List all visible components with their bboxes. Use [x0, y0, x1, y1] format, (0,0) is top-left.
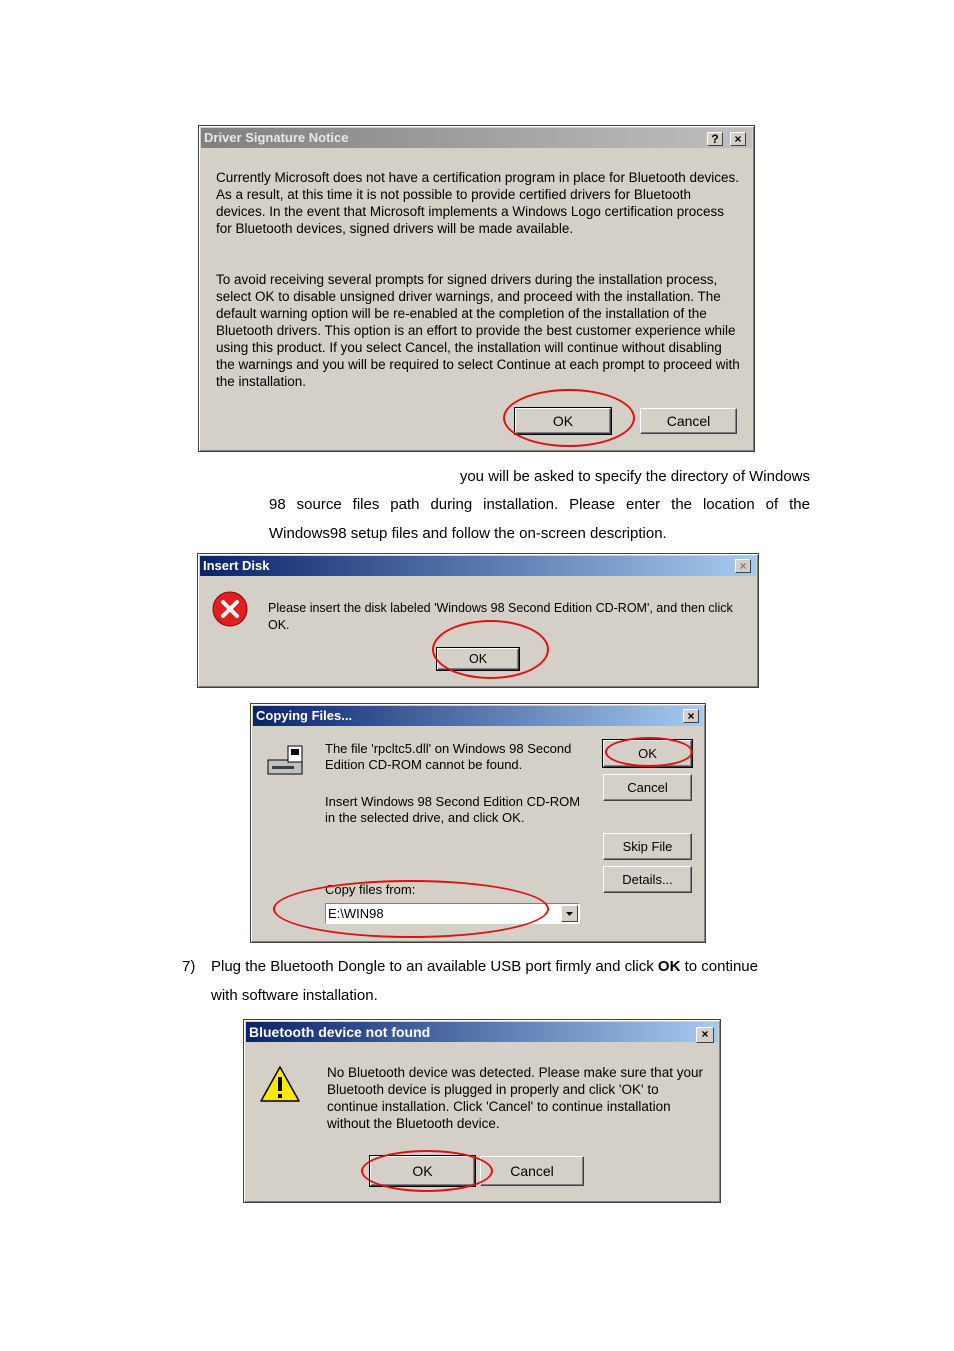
copying-files-dialog: [250, 703, 706, 943]
cancel-button[interactable]: Cancel: [640, 408, 737, 434]
help-button[interactable]: ?: [707, 132, 723, 146]
disk-drive-icon: [266, 744, 306, 778]
skip-file-button[interactable]: Skip File: [603, 833, 692, 860]
close-icon[interactable]: ×: [683, 709, 699, 723]
step-text-bold: OK: [657, 958, 681, 975]
insert-disk-dialog: [197, 553, 759, 688]
close-icon[interactable]: ×: [735, 559, 751, 573]
path-input[interactable]: E:\WIN98: [328, 906, 384, 921]
step-text-a: Plug the Bluetooth Dongle to an available USB port firmly and click: [211, 958, 658, 975]
insert-cd-message: Insert Windows 98 Second Edition CD-ROM in the selected drive, and click OK.: [325, 794, 581, 825]
instruction-line-1: you will be asked to specify the directory of Windows: [459, 468, 810, 485]
instruction-line-3: Windows98 setup files and follow the on-screen description.: [269, 525, 667, 542]
ok-button[interactable]: OK: [370, 1156, 475, 1186]
step-number: 7): [182, 958, 196, 975]
ok-button[interactable]: OK: [515, 408, 611, 434]
bluetooth-not-found-dialog: [243, 1019, 721, 1203]
ok-button[interactable]: OK: [437, 648, 519, 670]
copy-files-label: Copy files from:: [325, 882, 416, 897]
bluetooth-message: No Bluetooth device was detected. Please make sure that your Bluetooth device is plugged in properly and click 'OK' to continue installation. Click 'Cancel' to continue installation without the Bluetooth device.: [327, 1065, 703, 1131]
file-not-found-message: The file 'rpcltc5.dll' on Windows 98 Second Edition CD-ROM cannot be found.: [325, 741, 572, 772]
cancel-button[interactable]: Cancel: [603, 774, 692, 801]
close-icon[interactable]: ×: [696, 1027, 714, 1043]
path-combobox[interactable]: [325, 903, 580, 924]
error-icon: [211, 590, 249, 628]
instruction-line-2: 98 source files path during installation. Please enter the location of the: [269, 496, 810, 513]
dialog-title: Insert Disk: [200, 556, 756, 576]
close-icon[interactable]: ×: [730, 132, 746, 146]
dialog-title: Bluetooth device not found: [246, 1022, 718, 1042]
dropdown-arrow-icon[interactable]: [561, 905, 578, 922]
driver-signature-dialog: [198, 125, 755, 452]
step-text: [211, 952, 811, 981]
notice-paragraph-1: Currently Microsoft does not have a certification program in place for Bluetooth devices. As a result, at this time it is not possible to provide certified drivers for Bluetooth devices. In the event that Microsoft implements a Windows Logo certification process for Bluetooth devices, signed drivers will be made available.: [216, 170, 740, 236]
dialog-title: Copying Files...: [253, 706, 703, 726]
dialog-title: Driver Signature Notice: [201, 128, 752, 148]
step-text-b: to continue: [680, 958, 758, 975]
ok-button[interactable]: OK: [603, 740, 692, 767]
step-text-line-2: with software installation.: [211, 987, 378, 1004]
notice-paragraph-2: To avoid receiving several prompts for signed drivers during the installation process, select OK to disable unsigned driver warnings, and proceed with the installation. The default warning option will be re-enabled at the completion of the installation of the Bluetooth drivers. This option is an effort to provide the best customer experience while using this product. If you select Cancel, the installation will continue without disabling the warnings and you will be required to select Continue at each prompt to proceed with the installation.: [216, 272, 740, 389]
cancel-button[interactable]: Cancel: [480, 1156, 584, 1186]
insert-disk-message: Please insert the disk labeled 'Windows 98 Second Edition CD-ROM', and then click OK.: [268, 601, 733, 632]
warning-icon: [258, 1064, 302, 1104]
details-button[interactable]: Details...: [603, 866, 692, 893]
